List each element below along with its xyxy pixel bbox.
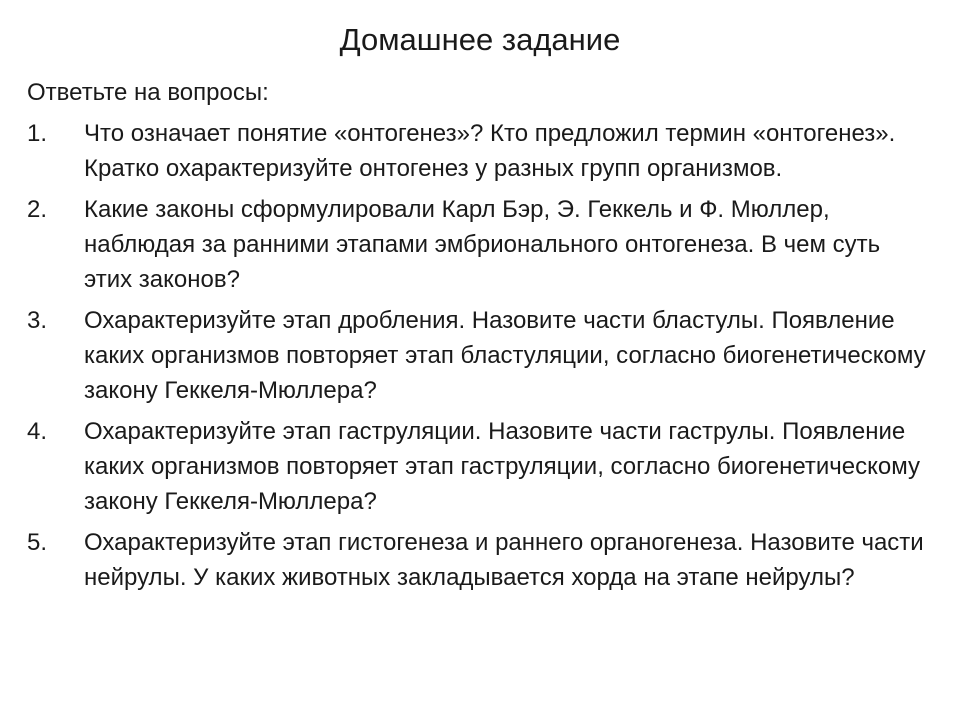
question-number: 5. (27, 529, 48, 556)
question-number: 2. (27, 196, 48, 223)
question-text: Охарактеризуйте этап дробления. Назовите части бластулы. Появление каких организмов повторяет этап бластуляции, согласно биогенетическому закону Геккеля-Мюллера? (84, 307, 926, 404)
question-number: 3. (27, 307, 48, 334)
question-item (27, 525, 932, 595)
question-item (27, 192, 932, 297)
question-item (27, 414, 932, 519)
slide-title: Домашнее задание (339, 22, 621, 57)
question-text: Что означает понятие «онтогенез»? Кто предложил термин «онтогенез». Кратко охарактеризуйте онтогенез у разных групп организмов. (84, 120, 896, 182)
question-item (27, 303, 932, 408)
question-list (27, 116, 932, 595)
intro-text: Ответьте на вопросы: (27, 79, 269, 106)
question-text: Охарактеризуйте этап гаструляции. Назовите части гаструлы. Появление каких организмов повторяет этап гаструляции, согласно биогенетическому закону Геккеля-Мюллера? (84, 418, 921, 515)
question-item (27, 116, 932, 186)
question-text: Какие законы сформулировали Карл Бэр, Э. Геккель и Ф. Мюллер, наблюдая за ранними этапами эмбрионального онтогенеза. В чем суть этих законов? (84, 196, 881, 293)
question-number: 1. (27, 120, 48, 147)
slide-content (27, 75, 932, 601)
question-text: Охарактеризуйте этап гистогенеза и раннего органогенеза. Назовите части нейрулы. У каких животных закладывается хорда на этапе нейрулы? (84, 529, 924, 591)
question-number: 4. (27, 418, 48, 445)
